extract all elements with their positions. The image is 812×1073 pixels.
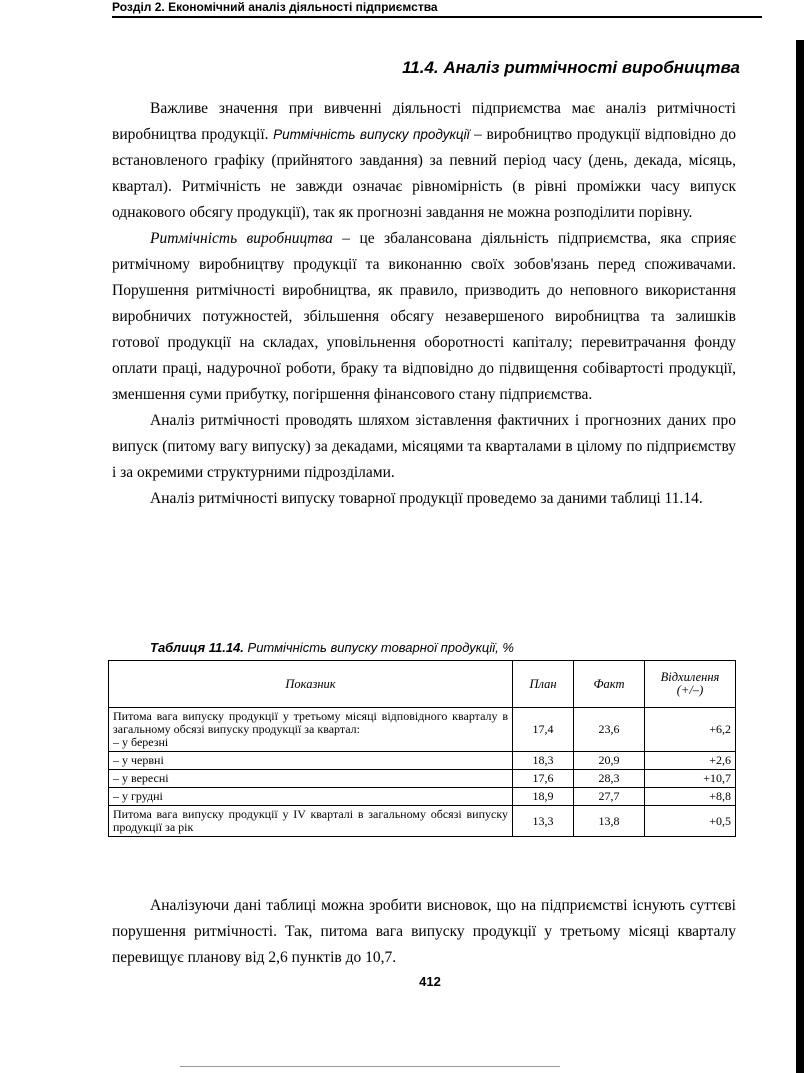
bottom-rule [180, 1066, 560, 1067]
row-plan: 18,9 [513, 788, 574, 806]
col-header-fact: Факт [574, 661, 645, 708]
row-fact: 23,6 [574, 708, 645, 752]
header-rule [112, 16, 762, 18]
row-deviation: +2,6 [645, 752, 736, 770]
col-header-deviation: Відхилення (+/–) [645, 661, 736, 708]
row-deviation: +8,8 [645, 788, 736, 806]
paragraph-4: Аналіз ритмічності випуску товарної продукції проведемо за даними таблиці 11.14. [150, 490, 703, 507]
table-caption [150, 640, 514, 655]
table-header-row [109, 661, 736, 708]
table-caption-label: Таблиця 11.14. [150, 640, 244, 655]
paragraph-3: Аналіз ритмічності проводять шляхом зіставлення фактичних і прогнозних даних про випуск (питому вагу випуску) за декадами, місяцями та кварталами в цілому по підприємству і за окремими структурними підрозділами. [112, 412, 736, 481]
paragraph-2 [112, 226, 736, 408]
p2-term: Ритмічність виробництва [150, 230, 333, 247]
row-plan: 17,4 [513, 708, 574, 752]
row-fact: 28,3 [574, 770, 645, 788]
table-caption-text: Ритмічність випуску товарної продукції, % [243, 640, 514, 655]
row-plan: 13,3 [513, 806, 574, 837]
p1-term: Ритмічність випуску продукції [273, 127, 470, 142]
page-edge [796, 40, 804, 1073]
row-label: Питома вага випуску продукції у IV кварталі в загальному обсязі випуску продукції за рік [109, 806, 513, 837]
paragraph-5: Аналізуючи дані таблиці можна зробити висновок, що на підприємстві існують суттєві порушення ритмічності. Так, питома вага випуску продукції у третьому місяці кварталу перевищує планову від 2,6 пунктів до 10,7. [112, 897, 736, 966]
col-header-plan: План [513, 661, 574, 708]
page-number: 412 [419, 974, 441, 989]
section-title: 11.4. Аналіз ритмічності виробництва [402, 58, 740, 77]
table-row [109, 788, 736, 806]
p2-text-b: – це збалансована діяльність підприємства, яка сприяє ритмічному виробництву продукції та виконанню своїх зобов'язань перед споживачами. Порушення ритмічності виробництва, як правило, призводить до неповного використання виробничих потужностей, збільшення обсягу незавершеного виробництва та залишків готової продукції на складах, уповільнення оборотності капіталу; перевитрачання фонду оплати праці, надурочної роботи, браку та відповідно до підвищення собівартості продукції, зменшення суми прибутку, погіршення фінансового стану підприємства. [112, 230, 736, 403]
row-fact: 20,9 [574, 752, 645, 770]
row-plan: 17,6 [513, 770, 574, 788]
p1-text-c: – виробництво продукції відповідно до встановленого графіку (прийнятого завдання) за певний період часу (день, декада, місяць, квартал). Ритмічність не завжди означає рівномірність (в рівні проміжки часу випуск однакового обсягу продукції), так як прогнозні завдання не можна розподілити порівну. [112, 126, 737, 221]
row-fact: 27,7 [574, 788, 645, 806]
row-deviation: +6,2 [645, 708, 736, 752]
row-label: Питома вага випуску продукції у третьому місяці відповідного кварталу в загальному обсязі випуску продукції за квартал: – у березні [109, 708, 513, 752]
body-text [112, 96, 736, 512]
table-row [109, 806, 736, 837]
table-row [109, 770, 736, 788]
row-label: – у червні [109, 752, 513, 770]
running-header: Розділ 2. Економічний аналіз діяльності підприємства [112, 0, 438, 14]
row-fact: 13,8 [574, 806, 645, 837]
p1-text-a: Важливе значення при вивченні діяльності підприємства має аналіз ритмічності виробництва продукції. [112, 100, 736, 143]
conclusion-text [112, 893, 736, 971]
table-row [109, 708, 736, 752]
row-deviation: +0,5 [645, 806, 736, 837]
table-row [109, 752, 736, 770]
row-plan: 18,3 [513, 752, 574, 770]
rhythm-table [108, 660, 736, 837]
row-label: – у грудні [109, 788, 513, 806]
paragraph-1 [112, 96, 736, 226]
row-deviation: +10,7 [645, 770, 736, 788]
row-label: – у вересні [109, 770, 513, 788]
col-header-indicator: Показник [109, 661, 513, 708]
